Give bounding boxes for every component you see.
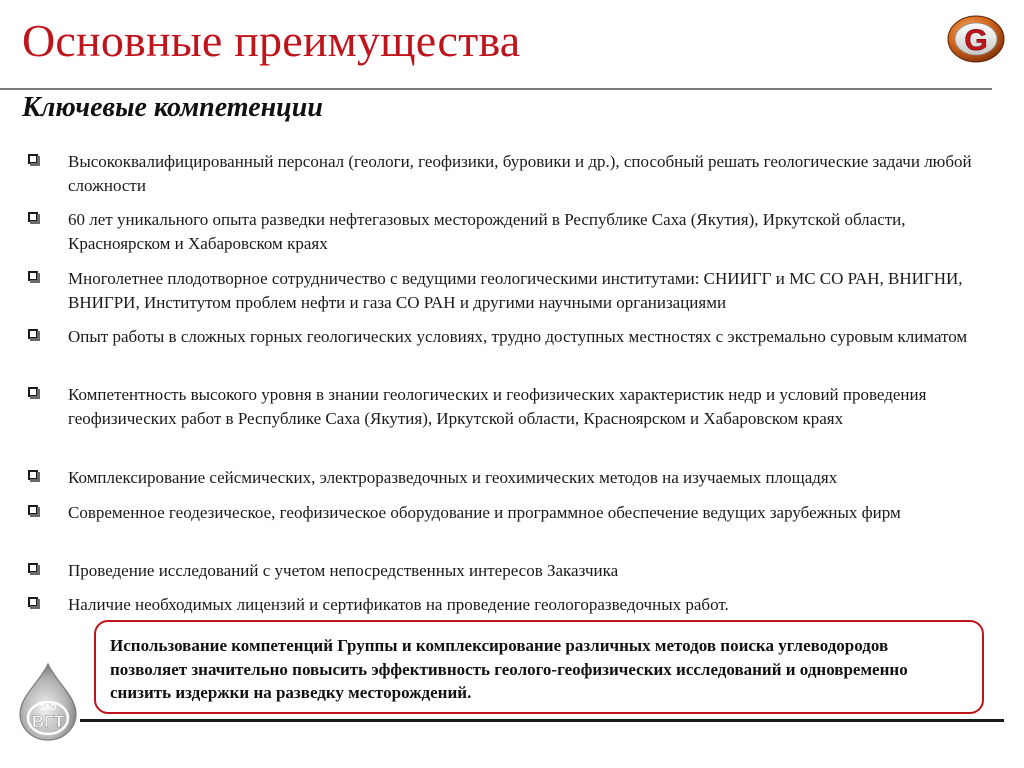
list-item bbox=[28, 466, 998, 490]
footer-divider bbox=[80, 719, 1004, 722]
list-item-text: Проведение исследований с учетом непосредственных интересов Заказчика bbox=[68, 561, 619, 580]
list-item-text: Высококвалифицированный персонал (геологи, геофизики, буровики и др.), способный решать геологические задачи любой сложности bbox=[68, 152, 972, 195]
list-item bbox=[28, 383, 998, 430]
logo-main-text: ВГТ bbox=[31, 712, 65, 731]
bullet-checkbox-icon bbox=[28, 154, 38, 164]
list-item-text: Современное геодезическое, геофизическое оборудование и программное обеспечение ведущих зарубежных фирм bbox=[68, 503, 901, 522]
list-item-text: Многолетнее плодотворное сотрудничество с ведущими геологическими институтами: СНИИГГ и МС СО РАН, ВНИГНИ, ВНИГРИ, Институтом проблем нефти и газа СО РАН и другими научными организациями bbox=[68, 269, 963, 312]
conclusion-callout bbox=[94, 620, 984, 714]
list-item-text: Комплексирование сейсмических, электроразведочных и геохимических методов на изучаемых площадях bbox=[68, 468, 838, 487]
bullet-checkbox-icon bbox=[28, 271, 38, 281]
list-item-text: 60 лет уникального опыта разведки нефтегазовых месторождений в Республике Саха (Якутия), Иркутской области, Красноярском и Хабаровском краях bbox=[68, 210, 906, 253]
bullet-checkbox-icon bbox=[28, 597, 38, 607]
list-item bbox=[28, 559, 998, 583]
vgt-logo-icon bbox=[16, 662, 80, 742]
bullet-checkbox-icon bbox=[28, 470, 38, 480]
logo-small-text: ЗАО bbox=[39, 703, 57, 712]
list-item bbox=[28, 593, 998, 617]
bullet-checkbox-icon bbox=[28, 563, 38, 573]
page-title: Основные преимущества bbox=[22, 15, 521, 66]
list-item-text: Опыт работы в сложных горных геологических условиях, трудно доступных местностях с экстремально суровым климатом bbox=[68, 327, 968, 346]
list-item bbox=[28, 501, 998, 525]
bullet-checkbox-icon bbox=[28, 212, 38, 222]
callout-text: Использование компетенций Группы и комплексирование различных методов поиска углеводородов позволяет значительно повысить эффективность геолого-геофизических исследований и одновременно снизить издержки на разведку месторождений. bbox=[110, 636, 908, 702]
list-item bbox=[28, 150, 998, 197]
list-item bbox=[28, 325, 998, 349]
section-subtitle: Ключевые компетенции bbox=[22, 92, 323, 123]
bullet-checkbox-icon bbox=[28, 505, 38, 515]
list-item bbox=[28, 267, 998, 314]
bullet-checkbox-icon bbox=[28, 329, 38, 339]
list-item-text: Наличие необходимых лицензий и сертификатов на проведение геологоразведочных работ. bbox=[68, 595, 729, 614]
bullet-checkbox-icon bbox=[28, 387, 38, 397]
list-item bbox=[28, 208, 998, 255]
list-item-text: Компетентность высокого уровня в знании геологических и геофизических характеристик недр и условий проведения геофизических работ в Республике Саха (Якутия), Иркутской области, Красноярском и Хабаровском краях bbox=[68, 385, 927, 428]
logo-letter: G bbox=[964, 24, 988, 57]
